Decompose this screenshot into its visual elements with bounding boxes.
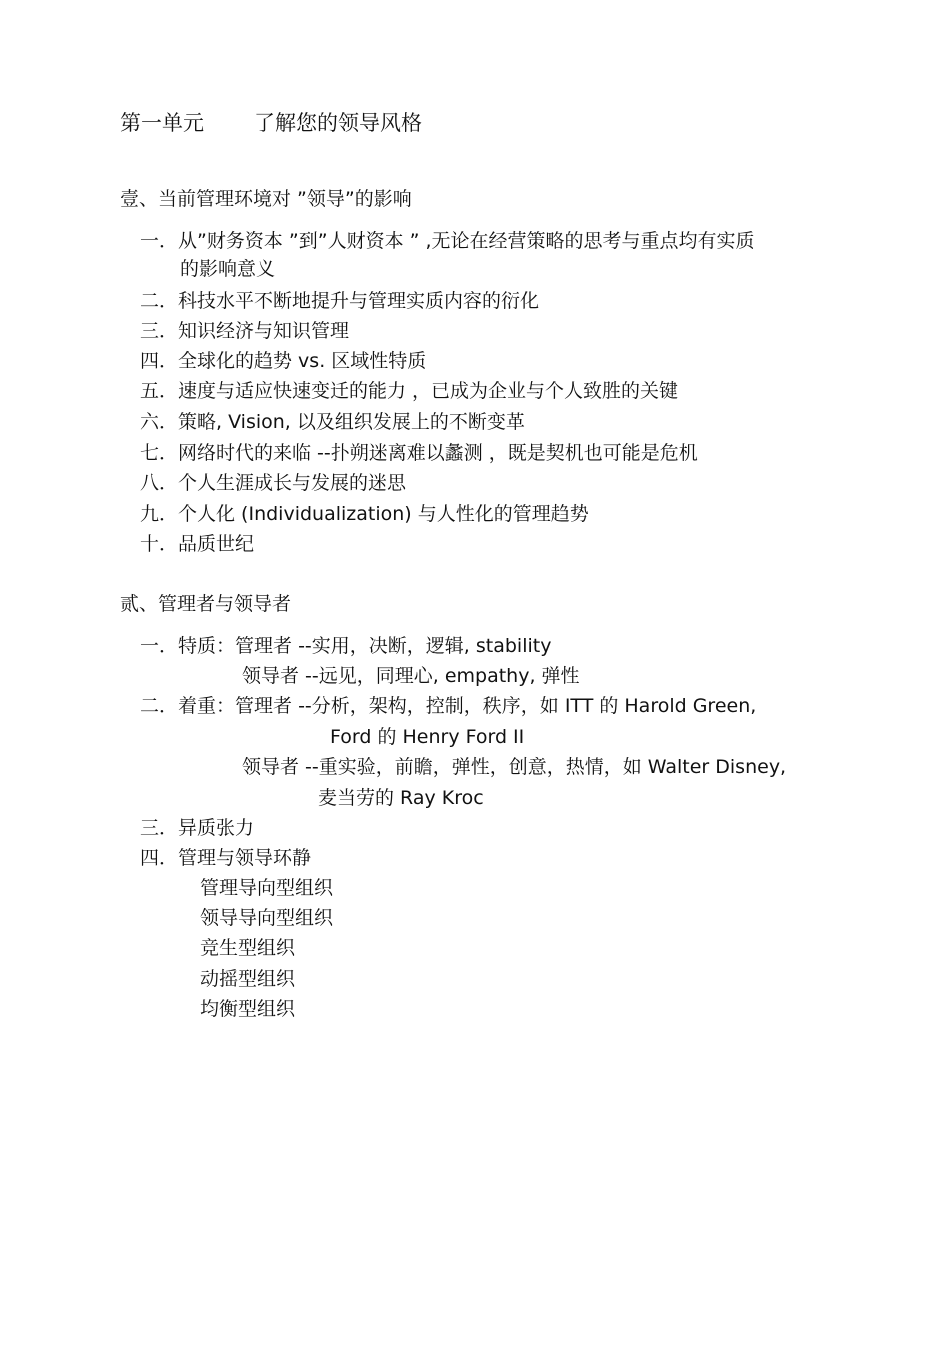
item-text: 管理与领导环静 xyxy=(178,847,312,869)
sub-list-item: 领导导向型组织 xyxy=(200,907,334,929)
item-number: 二． xyxy=(140,290,179,312)
list-item xyxy=(140,470,406,496)
list-item xyxy=(140,633,551,659)
list-item xyxy=(140,693,756,719)
item-text: 策略, Vision, 以及组织发展上的不断变革 xyxy=(178,411,525,433)
unit-name: 了解您的领导风格 xyxy=(254,111,422,135)
list-item xyxy=(140,531,254,557)
item-text: 全球化的趋势 vs. 区域性特质 xyxy=(178,350,427,372)
item-number: 六． xyxy=(140,411,179,433)
list-item xyxy=(140,288,539,314)
item-text: 异质张力 xyxy=(178,817,255,839)
item-text: 个人化 (Individualization) 与人性化的管理趋势 xyxy=(178,503,589,525)
leader-traits: 领导者 --远见，同理心, empathy, 弹性 xyxy=(242,665,580,687)
item-number: 八． xyxy=(140,472,179,494)
item-number: 九． xyxy=(140,503,179,525)
page-title xyxy=(120,110,422,136)
item-number: 四． xyxy=(140,847,179,869)
section-heading: 壹、当前管理环境对 ”领导”的影响 xyxy=(120,188,412,210)
item-number: 二． xyxy=(140,695,179,717)
unit-number: 第一单元 xyxy=(120,111,204,135)
item-text: 品质世纪 xyxy=(178,533,255,555)
list-item xyxy=(140,409,525,435)
item-number: 三． xyxy=(140,320,179,342)
item-label: 特质： xyxy=(178,635,236,657)
list-item xyxy=(140,440,698,466)
list-item xyxy=(140,228,755,254)
item-text: 速度与适应快速变迁的能力 ，已成为企业与个人致胜的关键 xyxy=(178,380,679,402)
item-number: 一． xyxy=(140,635,179,657)
list-item xyxy=(140,501,589,527)
item-text: 个人生涯成长与发展的迷思 xyxy=(178,472,407,494)
item-number: 七． xyxy=(140,442,179,464)
list-item xyxy=(140,845,311,871)
sub-list-item: 竞生型组织 xyxy=(200,937,296,959)
section-heading: 贰、管理者与领导者 xyxy=(120,593,292,615)
manager-focus-continuation: Ford 的 Henry Ford II xyxy=(330,726,525,748)
item-label: 着重： xyxy=(178,695,236,717)
list-item xyxy=(140,378,678,404)
item-number: 四． xyxy=(140,350,179,372)
list-item xyxy=(140,815,254,841)
sub-list-item: 动摇型组织 xyxy=(200,968,296,990)
item-text: 科技水平不断地提升与管理实质内容的衍化 xyxy=(178,290,540,312)
item-text-continuation: 的影响意义 xyxy=(180,258,276,280)
item-text: 知识经济与知识管理 xyxy=(178,320,350,342)
item-number: 十． xyxy=(140,533,179,555)
list-item xyxy=(140,318,349,344)
item-number: 五． xyxy=(140,380,179,402)
manager-traits: 管理者 --实用，决断，逻辑, stability xyxy=(235,635,552,657)
list-item xyxy=(140,348,426,374)
item-text: 网络时代的来临 --扑朔迷离难以蠡测 ，既是契机也可能是危机 xyxy=(178,442,698,464)
item-number: 一． xyxy=(140,230,179,252)
item-number: 三． xyxy=(140,817,179,839)
item-text: 从”财务资本 ”到”人财资本 ” ,无论在经营策略的思考与重点均有实质 xyxy=(178,230,755,252)
leader-focus: 领导者 --重实验，前瞻，弹性，创意，热情，如 Walter Disney, xyxy=(242,756,787,778)
leader-focus-continuation: 麦当劳的 Ray Kroc xyxy=(318,787,484,809)
sub-list-item: 管理导向型组织 xyxy=(200,877,334,899)
sub-list-item: 均衡型组织 xyxy=(200,998,296,1020)
manager-focus: 管理者 --分析，架构，控制，秩序，如 ITT 的 Harold Green, xyxy=(235,695,757,717)
